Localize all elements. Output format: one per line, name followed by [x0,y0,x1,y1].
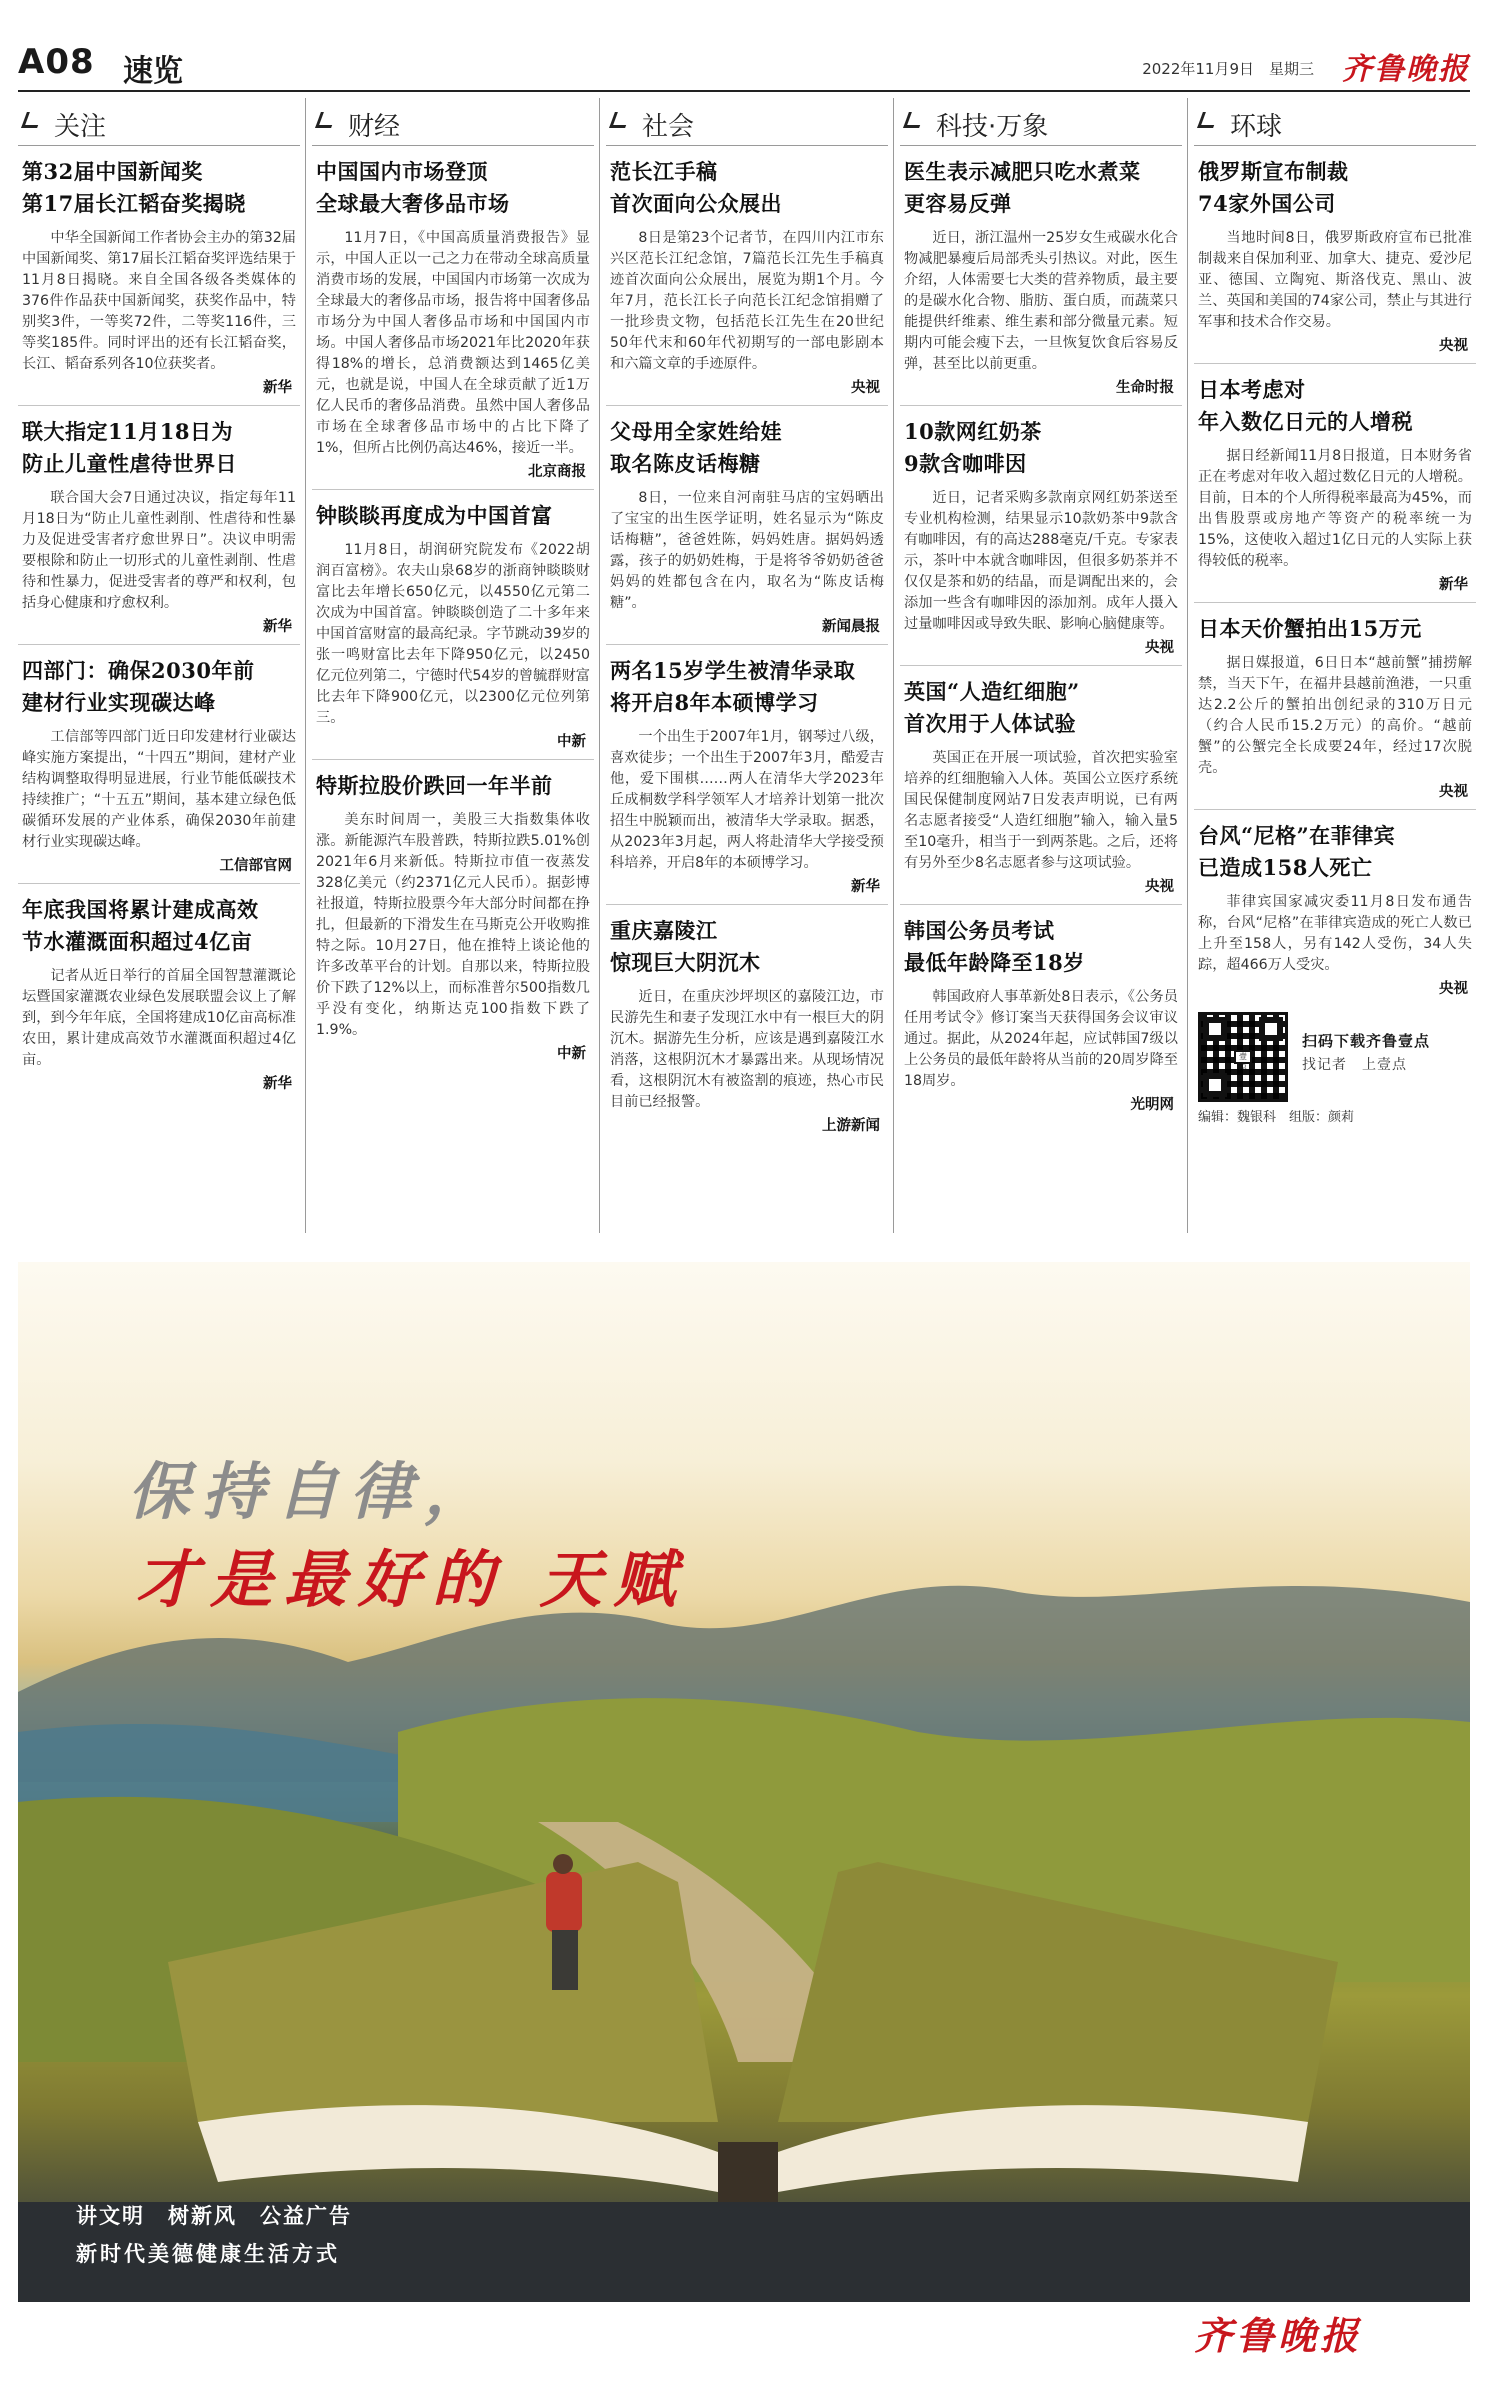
news-article [900,676,1182,905]
news-article [312,156,594,490]
article-separator [312,489,594,490]
article-separator [1194,363,1476,364]
article-source: 北京商报 [528,464,586,480]
article-source: 光明网 [1130,1097,1174,1113]
news-article [18,156,300,406]
article-separator [606,904,888,905]
section-title: 速览 [123,54,183,89]
article-body: 联合国大会7日通过决议，指定每年11月18日为“防止儿童性剥削、性虐待和性暴力及促进受害者疗愈世界日”。决议申明需要根除和防止一切形式的儿童性剥削、性虐待和性暴力，促进受害者的尊严和权利，包括身心健康和疗愈权利。 [22,490,296,611]
ad-campaign-text: 讲文明 树新风 公益广告 [76,2204,352,2228]
column-marker-icon [21,112,43,128]
article-separator [606,405,888,406]
column-marker-icon [609,112,631,128]
article-source: 生命时报 [1116,380,1174,396]
article-source: 新华 [263,380,292,396]
news-article [900,416,1182,666]
qr-subcaption: 找记者 上壹点 [1302,1057,1407,1073]
article-source: 新华 [263,1076,292,1092]
article-headline: 中国国内市场登顶 全球最大奢侈品市场 [316,159,510,216]
column-title: 环球 [1230,112,1283,142]
article-separator [606,644,888,645]
article-body: 近日，在重庆沙坪坝区的嘉陵江边，市民游先生和妻子发现江水中有一根巨大的阴沉木。据游先生分析，应该是遇到嘉陵江水消落，这根阴沉木才暴露出来。从现场情况看，这根阴沉木有被盗割的痕迹，热心市民目前已经报警。 [610,989,884,1110]
article-headline: 父母用全家姓给娃 取名陈皮话梅糖 [610,419,782,476]
article-headline: 四部门：确保2030年前 建材行业实现碳达峰 [22,658,255,715]
article-body: 近日，记者采购多款南京网红奶茶送至专业机构检测，结果显示10款奶茶中9款含有咖啡因，有的高达288毫克/千克。专家表示，茶叶中本就含咖啡因，但很多奶茶并不仅仅是茶和奶的结晶，而是调配出来的，会添加一些含有咖啡因的添加剂。成年人摄入过量咖啡因或导致失眠、影响心脑健康等。 [904,490,1178,632]
article-headline: 两名15岁学生被清华录取 将开启8年本硕博学习 [610,658,856,715]
ad-lifestyle-text: 新时代美德健康生活方式 [76,2241,340,2266]
news-column [312,98,594,1233]
article-headline: 英国“人造红细胞” 首次用于人体试验 [904,679,1080,736]
qr-finder-icon [1203,1073,1227,1097]
news-column [18,98,300,1233]
news-article [18,416,300,645]
news-article [1194,820,1476,998]
article-separator [900,904,1182,905]
article-body: 据日媒报道，6日日本“越前蟹”捕捞解禁，当天下午，在福井县越前渔港，一只重达2.2公斤的蟹拍出创纪录的310万日元（约合人民币15.2万元）的高价。“越前蟹”的公蟹完全长成要24年，经过17次脱壳。 [1198,655,1472,776]
article-body: 英国正在开展一项试验，首次把实验室培养的红细胞输入人体。英国公立医疗系统国民保健制度网站7日发表声明说，已有两名志愿者接受“人造红细胞”输入，输入量5至10毫升，相当于一到两茶匙。之后，还将有另外至少8名志愿者参与这项试验。 [904,750,1178,871]
page-number: A08 [18,42,95,82]
qr-finder-icon [1259,1017,1283,1041]
article-source: 央视 [1439,981,1468,997]
column-header [1194,98,1476,146]
article-body: 美东时间周一，美股三大指数集体收涨。新能源汽车股普跌，特斯拉跌5.01%创2021年6月来新低。特斯拉市值一夜蒸发328亿美元（约2371亿元人民币）。据彭博社报道，特斯拉股票今年大部分时间都在挣扎，但最新的下滑发生在马斯克公开收购推特之际。10月27日，他在推特上谈论他的许多改革平台的计划。自那以来，特斯拉股价下跌了12%以上，而标准普尔500指数几乎没有变化，纳斯达克100指数下跌了1.9%。 [316,812,590,1038]
public-service-ad [18,1262,1470,2374]
article-headline: 日本天价蟹拍出15万元 [1198,616,1422,641]
article-body: 菲律宾国家减灾委11月8日发布通告称，台风“尼格”在菲律宾造成的死亡人数已上升至158人，另有142人受伤，34人失踪，超466万人受灾。 [1198,894,1472,973]
article-source: 央视 [1145,640,1174,656]
article-source: 中新 [557,734,586,750]
column-header [312,98,594,146]
article-headline: 第32届中国新闻奖 第17届长江韬奋奖揭晓 [22,159,246,216]
column-divider [893,98,894,1233]
news-column [900,98,1182,1233]
news-article [312,500,594,760]
news-article [606,156,888,406]
qr-code-icon[interactable] [1198,1012,1288,1102]
newspaper-logo: 齐鲁晚报 [1342,52,1470,87]
column-title: 科技·万象 [936,112,1049,142]
news-article [606,915,888,1135]
qr-caption: 扫码下载齐鲁壹点 [1302,1032,1431,1050]
news-columns [18,98,1470,1233]
article-source: 工信部官网 [219,858,292,874]
column-title: 财经 [348,112,401,142]
article-source: 新华 [1439,577,1468,593]
qr-download-block [1194,1012,1476,1125]
article-source: 中新 [557,1046,586,1062]
article-separator [1194,809,1476,810]
article-source: 上游新闻 [822,1118,880,1134]
ad-slogan-line2: 才是最好的 天赋 [136,1543,688,1616]
masthead [18,40,1470,92]
article-body: 记者从近日举行的首届全国智慧灌溉论坛暨国家灌溉农业绿色发展联盟会议上了解到，到今年年底，全国将建成10亿亩高标准农田，累计建成高效节水灌溉面积超过4亿亩。 [22,968,296,1068]
article-separator [1194,602,1476,603]
article-body: 8日是第23个记者节，在四川内江市东兴区范长江纪念馆，7篇范长江先生手稿真迹首次面向公众展出，展览为期1个月。今年7月，范长江长子向范长江纪念馆捐赠了一批珍贵文物，包括范长江先生在20世纪50年代末和60年代初期写的一部电影剧本和六篇文章的手迹原件。 [610,230,884,372]
article-body: 8日，一位来自河南驻马店的宝妈晒出了宝宝的出生医学证明，姓名显示为“陈皮话梅糖”，爸爸姓陈，妈妈姓唐。据妈妈透露，孩子的奶奶姓梅，于是将爷爷奶奶爸爸妈妈的姓都包含在内，取名为“陈皮话梅糖”。 [610,490,884,611]
article-separator [18,644,300,645]
article-source: 新华 [263,619,292,635]
article-headline: 特斯拉股价跌回一年半前 [316,773,553,798]
article-headline: 钟睒睒再度成为中国首富 [316,503,553,528]
article-separator [312,759,594,760]
article-body: 韩国政府人事革新处8日表示，《公务员任用考试令》修订案当天获得国务会议审议通过。据此，从2024年起，应试韩国7级以上公务员的最低年龄将从当前的20周岁降至18周岁。 [904,989,1178,1089]
article-headline: 联大指定11月18日为 防止儿童性虐待世界日 [22,419,237,476]
article-source: 央视 [1145,879,1174,895]
ad-footer-logo: 齐鲁晚报 [1193,2313,1362,2358]
column-marker-icon [903,112,925,128]
article-headline: 日本考虑对 年入数亿日元的人增税 [1198,377,1413,434]
column-divider [599,98,600,1233]
article-headline: 重庆嘉陵江 惊现巨大阴沉木 [610,918,761,975]
news-article [18,655,300,884]
article-source: 央视 [1439,338,1468,354]
article-body: 11月8日，胡润研究院发布《2022胡润百富榜》。农夫山泉68岁的浙商钟睒睒财富比去年增长650亿元，以4550亿元第二次成为中国首富。钟睒睒创造了二十多年来中国首富财富的最高纪录。字节跳动39岁的张一鸣财富比去年下降950亿元，以2450亿元位列第二，宁德时代54岁的曾毓群财富比去年下降900亿元，以2300亿元位列第三。 [316,542,590,726]
column-marker-icon [315,112,337,128]
article-headline: 韩国公务员考试 最低年龄降至18岁 [904,918,1085,975]
article-source: 新闻晨报 [822,619,880,635]
column-divider [1187,98,1188,1233]
news-article [1194,374,1476,603]
article-source: 新华 [851,879,880,895]
article-headline: 俄罗斯宣布制裁 74家外国公司 [1198,159,1349,216]
article-body: 中华全国新闻工作者协会主办的第32届中国新闻奖、第17届长江韬奋奖评选结果于11月8日揭晓。来自全国各级各类媒体的376件作品获中国新闻奖，获奖作品中，特别奖3件，一等奖72件，二等奖116件，三等奖185件。同时评出的还有长江韬奋奖，长江、韬奋系列各10位获奖者。 [22,230,296,372]
ad-slogan-line1: 保持自律， [128,1455,499,1528]
news-article [1194,613,1476,810]
ad-footer-bar [18,2302,1470,2374]
article-headline: 范长江手稿 首次面向公众展出 [610,159,782,216]
qr-center-label: 壹点 [1234,1050,1252,1064]
article-body: 11月7日，《中国高质量消费报告》显示，中国人正以一己之力在带动全球高质量消费市场的发展，中国国内市场第一次成为全球最大的奢侈品市场，报告将中国奢侈品市场分为中国人奢侈品市场和中国国内市场。中国人奢侈品市场2021年比2020年获得18%的增长，总消费额达到1465亿美元，也就是说，中国人在全球贡献了近1万亿人民币的奢侈品消费。虽然中国人奢侈品市场在全球奢侈品市场中的占比下降了1%，但所占比例仍高达46%，接近一半。 [316,230,590,456]
article-separator [900,405,1182,406]
article-headline: 台风“尼格”在菲律宾 已造成158人死亡 [1198,823,1396,880]
column-header [606,98,888,146]
column-header [18,98,300,146]
news-article [606,655,888,905]
news-article [1194,156,1476,364]
issue-date: 2022年11月9日 星期三 [1142,60,1314,78]
news-article [312,770,594,1063]
news-article [900,915,1182,1114]
qr-finder-icon [1203,1017,1227,1041]
news-column [606,98,888,1233]
article-source: 央视 [1439,784,1468,800]
article-body: 据日经新闻11月8日报道，日本财务省正在考虑对年收入超过数亿日元的人增税。目前，日本的个人所得税率最高为45%，而出售股票或房地产等资产的税率统一为15%，这使收入超过1亿日元的人实际上获得较低的税率。 [1198,448,1472,569]
news-column [1194,98,1476,1233]
column-title: 社会 [642,112,695,142]
column-marker-icon [1197,112,1219,128]
column-divider [305,98,306,1233]
news-article [900,156,1182,406]
news-article [18,894,300,1093]
article-body: 近日，浙江温州一25岁女生戒碳水化合物减肥暴瘦后局部秃头引热议。对此，医生介绍，人体需要七大类的营养物质，最主要的是碳水化合物、脂肪、蛋白质，而蔬菜只能提供纤维素、维生素和部分微量元素。短期内可能会瘦下去，一旦恢复饮食后容易反弹，甚至比以前更重。 [904,230,1178,372]
article-source: 央视 [851,380,880,396]
article-body: 工信部等四部门近日印发建材行业碳达峰实施方案提出，“十四五”期间，建材产业结构调整取得明显进展，行业节能低碳技术持续推广；“十五五”期间，基本建立绿色低碳循环发展的产业体系，确保2030年前建材行业实现碳达峰。 [22,729,296,850]
article-headline: 年底我国将累计建成高效 节水灌溉面积超过4亿亩 [22,897,259,954]
editor-credits: 编辑：魏银科 组版：颜莉 [1198,1110,1355,1125]
article-separator [900,665,1182,666]
article-headline: 10款网红奶茶 9款含咖啡因 [904,419,1042,476]
article-body: 一个出生于2007年1月，钢琴过八级，喜欢徒步；一个出生于2007年3月，酷爱吉他，爱下围棋……两人在清华大学2023年丘成桐数学科学领军人才培养计划第一批次招生中脱颖而出，被清华大学录取。据悉，从2023年3月起，两人将赴清华大学接受预科培养，开启8年的本硕博学习。 [610,729,884,871]
article-body: 当地时间8日，俄罗斯政府宣布已批准制裁来自保加利亚、加拿大、捷克、爱沙尼亚、德国、立陶宛、斯洛伐克、黑山、波兰、英国和美国的74家公司，禁止与其进行军事和技术合作交易。 [1198,230,1472,330]
column-title: 关注 [54,112,107,142]
article-headline: 医生表示减肥只吃水煮菜 更容易反弹 [904,159,1141,216]
column-header [900,98,1182,146]
article-separator [18,405,300,406]
article-separator [18,883,300,884]
news-article [606,416,888,645]
